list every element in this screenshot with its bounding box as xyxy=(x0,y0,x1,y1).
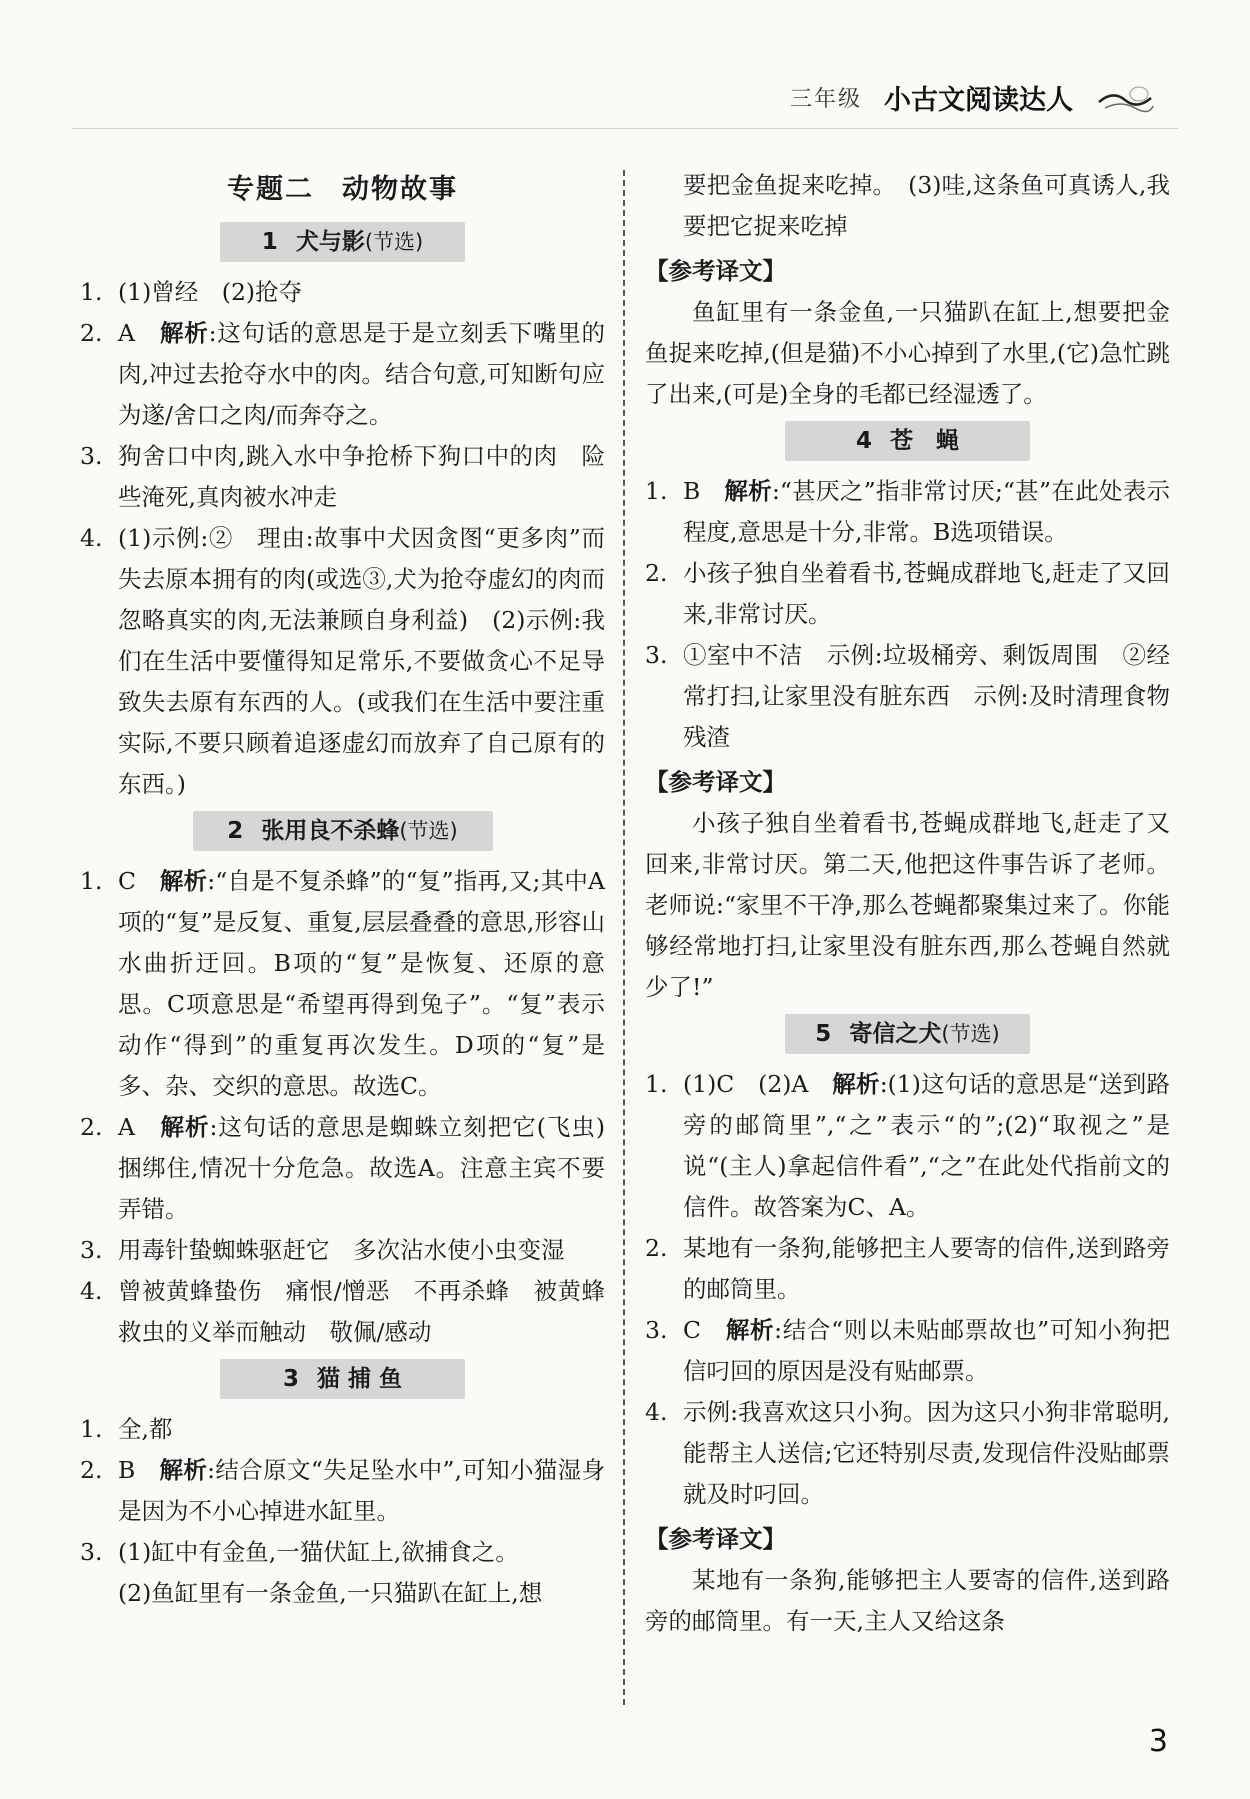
answer-item: 4. (1)示例:② 理由:故事中犬因贪图“更多肉”而失去原本拥有的肉(或选③,犬为抢夺虚幻的肉而忽略真实的肉,无法兼顾自身利益) (2)示例:我们在生活中要懂得知足常乐,不要做贪心不足导致失去原有东西的人。(或我们在生活中要注重实际,不要只顾着追逐虚幻而放弃了自己原有的东西。) xyxy=(80,524,605,798)
page-header xyxy=(790,78,1155,117)
series-title: 小古文阅读达人 xyxy=(884,85,1073,116)
answer-item: 1. C 解析:“自是不复杀蜂”的“复”指再,又;其中A项的“复”是反复、重复,层层叠叠的意思,形容山水曲折迂回。B项的“复”是恢复、还原的意思。C项意思是“希望再得到兔子”。“复”表示动作“得到”的重复再次发生。D项的“复”是多、杂、交织的意思。故选C。 xyxy=(80,867,605,1100)
section-heading-2: 2 张用良不杀蜂(节选) xyxy=(193,811,493,851)
answer-continuation: (2)鱼缸里有一条金鱼,一只猫趴在缸上,想 xyxy=(118,1579,543,1607)
left-column xyxy=(80,165,605,1614)
answer-item: 2. 某地有一条狗,能够把主人要寄的信件,送到路旁的邮筒里。 xyxy=(645,1234,1170,1303)
right-column xyxy=(645,165,1170,1642)
answer-item: 2. A 解析:这句话的意思是蜘蛛立刻把它(飞虫)捆绑住,情况十分危急。故选A。注意主宾不要弄错。 xyxy=(80,1113,605,1223)
section-heading-1: 1 犬与影(节选) xyxy=(220,222,465,262)
answer-item: 3. 用毒针蛰蜘蛛驱赶它 多次沾水使小虫变湿 xyxy=(80,1236,565,1264)
answer-item: 3. C 解析:结合“则以未贴邮票故也”可知小狗把信叼回的原因是没有贴邮票。 xyxy=(645,1316,1171,1385)
reference-translation-label: 【参考译文】 xyxy=(645,257,786,285)
section-heading-5: 5 寄信之犬(节选) xyxy=(785,1014,1030,1054)
reference-translation: 鱼缸里有一条金鱼,一只猫趴在缸上,想要把金鱼捉来吃掉,(但是猫)不小心掉到了水里,(它)急忙跳了出来,(可是)全身的毛都已经湿透了。 xyxy=(645,298,1170,408)
answer-item: 1. (1)C (2)A 解析:(1)这句话的意思是“送到路旁的邮筒里”,“之”表示“的”;(2)“取视之”是说“(主人)拿起信件看”,“之”在此处代指前文的信件。故答案为C、A。 xyxy=(645,1070,1170,1221)
page-number: 3 xyxy=(1148,1724,1168,1759)
section-heading-3: 3 猫 捕 鱼 xyxy=(220,1359,465,1399)
ink-wave-logo-icon xyxy=(1095,80,1155,116)
reference-translation-label: 【参考译文】 xyxy=(645,768,786,796)
answer-item: 4. 示例:我喜欢这只小狗。因为这只小狗非常聪明,能帮主人送信;它还特别尽责,发现信件没贴邮票就及时叼回。 xyxy=(645,1398,1170,1508)
reference-translation-label: 【参考译文】 xyxy=(645,1525,786,1553)
answer-item: 1. 全,都 xyxy=(80,1415,173,1443)
reference-translation: 小孩子独自坐着看书,苍蝇成群地飞,赶走了又回来,非常讨厌。第二天,他把这件事告诉了老师。老师说:“家里不干净,那么苍蝇都聚集过来了。你能够经常地打扫,让家里没有脏东西,那么苍蝇自然就少了!” xyxy=(645,809,1170,1001)
section-heading-4: 4 苍 蝇 xyxy=(785,421,1030,461)
answer-item: 2. A 解析:这句话的意思是于是立刻丢下嘴里的肉,冲过去抢夺水中的肉。结合句意,可知断句应为遂/舍口之肉/而奔夺之。 xyxy=(80,319,605,429)
answer-item: 4. 曾被黄蜂蛰伤 痛恨/憎恶 不再杀蜂 被黄蜂救虫的义举而触动 敬佩/感动 xyxy=(80,1277,605,1346)
answer-item: 2. 小孩子独自坐着看书,苍蝇成群地飞,赶走了又回来,非常讨厌。 xyxy=(645,559,1170,628)
answer-item: 3. 狗舍口中肉,跳入水中争抢桥下狗口中的肉 险些淹死,真肉被水冲走 xyxy=(80,442,605,511)
grade-label: 三年级 xyxy=(789,87,862,112)
answer-continuation: 要把金鱼捉来吃掉。 (3)哇,这条鱼可真诱人,我要把它捉来吃掉 xyxy=(683,171,1170,240)
answer-item: 3. (1)缸中有金鱼,一猫伏缸上,欲捕食之。 xyxy=(80,1538,519,1566)
topic-title: 专题二 动物故事 xyxy=(227,174,458,205)
column-divider xyxy=(623,170,625,1705)
header-rule xyxy=(72,128,1178,129)
answer-item: 1. B 解析:“甚厌之”指非常讨厌;“甚”在此处表示程度,意思是十分,非常。B选项错误。 xyxy=(645,477,1170,546)
reference-translation: 某地有一条狗,能够把主人要寄的信件,送到路旁的邮筒里。有一天,主人又给这条 xyxy=(645,1566,1170,1635)
answer-item: 3. ①室中不洁 示例:垃圾桶旁、剩饭周围 ②经常打扫,让家里没有脏东西 示例:及时清理食物残渣 xyxy=(645,641,1170,751)
answer-item: 2. B 解析:结合原文“失足坠水中”,可知小猫湿身是因为不小心掉进水缸里。 xyxy=(80,1456,605,1525)
answer-item: 1. (1)曾经 (2)抢夺 xyxy=(80,278,303,306)
